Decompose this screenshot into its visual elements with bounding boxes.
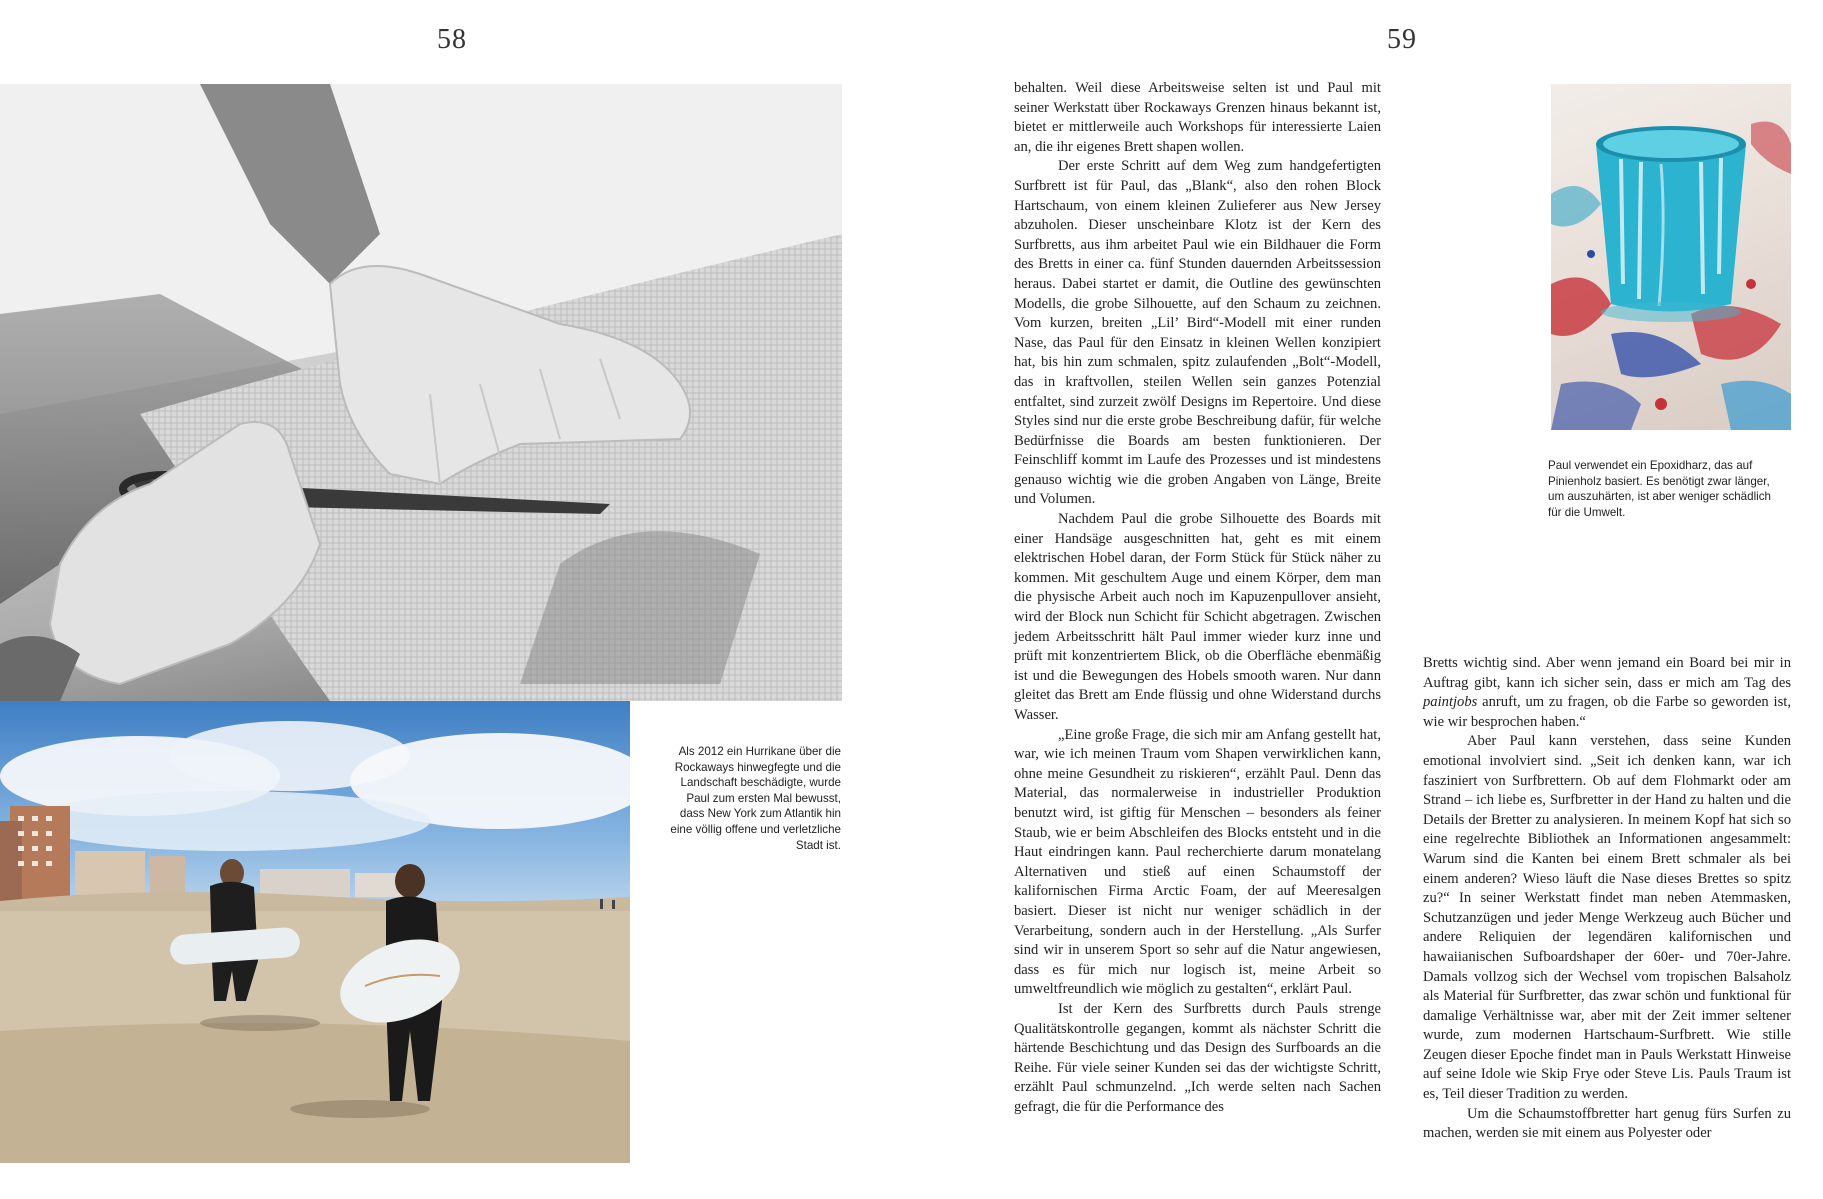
article-column-1: [1014, 79, 1381, 1117]
page-number-right: 59: [1387, 24, 1417, 55]
text-run: anruft, um zu fragen, ob die Farbe so geworden ist, wie wir besprochen haben.“: [1423, 694, 1791, 730]
article-paragraph: Ist der Kern des Surfbretts durch Pauls strenge Qualitätskontrolle gegangen, kommt als nächster Schritt die härtende Beschichtung und das Design des Surfboards an die Reihe. Für viele seiner Kunden sei das der wichtigste Schritt, erzählt Paul schmunzelnd. „Ich werde selten nach Sachen gefragt, die für die Performance des: [1014, 1000, 1381, 1115]
text-run: Bretts wichtig sind. Aber wenn jemand ein Board bei mir in Auftrag gibt, kann ich sicher sein, dass er mich am Tag des: [1423, 655, 1791, 691]
article-paragraph: „Eine große Frage, die sich mir am Anfang gestellt hat, war, wie ich meinen Traum vom Shapen verwirklichen kann, ohne meine Gesundheit zu riskieren“, erzählt Paul. Denn das Material, das normalerweise in industrieller Produktion benutzt wird, ist giftig für Menschen – besonders als feiner Staub, wie er beim Abschleifen des Blocks entsteht und in die Haut eindringen kann. Paul recherchierte darum monatelang Alternativen und stieß auf einen Schaumstoff der kalifornischen Firma Arctic Foam, der auf Meeresalgen basiert. Dieser ist nicht nur weniger schädlich in der Verarbeitung, sondern auch in der Herstellung. „Als Surfer sind wir in unserem Sport so sehr auf die Natur angewiesen, dass es für mich nur logisch ist, meine Arbeit so umweltfreundlich wie möglich zu gestalten“, erklärt Paul.: [1014, 726, 1381, 998]
photo-surfers-on-beach: [0, 701, 630, 1163]
article-column-2: [1423, 654, 1791, 1144]
caption-beach-photo: Als 2012 ein Hurrikane über die Rockaways hinwegfegte und die Landschaft beschädigte, wurde Paul zum ersten Mal bewusst, dass New York zum Atlantik hin eine völlig offene und verletzliche Stadt ist.: [670, 745, 841, 852]
photo-epoxy-paint-bucket: [1551, 84, 1791, 430]
article-paragraph: Um die Schaumstoffbretter hart genug fürs Surfen zu machen, werden sie mit einem aus Polyester oder: [1423, 1105, 1791, 1142]
article-paragraph: behalten. Weil diese Arbeitsweise selten ist und Paul mit seiner Werkstatt über Rockaways Grenzen hinaus bekannt ist, bietet er mittlerweile auch Workshops für interessierte Laien an, die ihr eigenes Brett shapen wollen.: [1014, 80, 1381, 155]
page-number-left: 58: [437, 24, 467, 55]
article-paragraph-continued: [1423, 654, 1791, 732]
article-paragraph: Nachdem Paul die grobe Silhouette des Boards mit einer Handsäge ausgeschnitten hat, geht es mit einem elektrischen Hobel daran, der Form Stück für Stück näher zu kommen. Mit geschultem Auge und einem Körper, dem man die physische Arbeit auch noch im Kapuzenpullover ansieht, wird der Block nun Schicht für Schicht abgetragen. Zwischen jedem Arbeitsschritt hält Paul immer wieder kurz inne und prüft mit konzentriertem Blick, ob die Oberfläche ebenmäßig ist und die Bewegungen des Hobels smooth waren. Nur dann gleitet das Brett am Ende flüssig und ohne Widerstand durchs Wasser.: [1014, 511, 1381, 723]
photo-gloved-hands-cutting-fiberglass: [0, 84, 842, 701]
italic-term-paintjobs: paintjobs: [1423, 694, 1478, 711]
article-paragraph: Aber Paul kann verstehen, dass seine Kunden emotional involviert sind. „Seit ich denken kann, war ich fasziniert von Surfbrettern. Ob auf dem Flohmarkt oder am Strand – ich liebe es, Surfbretter in der Hand zu halten und die Details der Bretter zu analysieren. In meinem Kopf hat sich so eine regelrechte Bibliothek an Informationen angesammelt: Warum sind die Kanten bei einem Brett schmaler als bei einem anderen? Wieso läuft die Nase dieses Brettes so spitz zu?“ In seiner Werkstatt findet man neben Atemmasken, Schutzanzügen und jeder Menge Werkzeug auch Bücher und andere Reliquien der legendären kalifornischen und hawaiianischen Sufboardshaper der 60er- und 70er-Jahre. Damals vollzog sich der Wechsel vom tropischen Balsaholz als Material für Surfbretter, das zwar schön und funktional für damalige Verhältnisse war, aber mit der Zeit immer seltener wurde, zum modernen Hartschaum-Surfbrett. Wie stille Zeugen dieser Epoche findet man in Pauls Werkstatt Hinweise auf seine Idole wie Skip Frye oder Steve Lis. Pauls Traum ist es, Teil dieser Tradition zu werden.: [1423, 733, 1791, 1103]
article-paragraph: Der erste Schritt auf dem Weg zum handgefertigten Surfbrett ist für Paul, das „Blank“, also den rohen Block Hartschaum, von einem kleinen Zulieferer aus New Jersey abzuholen. Dieser unscheinbare Klotz ist der Kern des Surfbretts, aus ihm arbeitet Paul wie ein Bildhauer die Form des Bretts in einer ca. fünf Stunden dauernden Arbeitssession heraus. Dabei startet er damit, die Outline des gewünschten Modells, die grobe Silhouette, auf den Schaum zu zeichnen. Vom kurzen, breiten „Lil’ Bird“-Modell mit einer runden Nase, das Paul für den Einsatz in kleinen Wellen konzipiert hat, bis hin zum schmalen, spitz zulaufenden „Bolt“-Modell, das in kraftvollen, steilen Wellen sein ganzes Potenzial entfaltet, sind zurzeit zwölf Designs im Repertoire. Und diese Styles sind nur die erste grobe Beschreibung dafür, für welche Bedürfnisse die Boards am besten funktionieren. Der Feinschliff kommt im Laufe des Prozesses und ist mindestens genauso wichtig wie die groben Angaben von Länge, Breite und Volumen.: [1014, 158, 1381, 508]
caption-bucket-photo: Paul verwendet ein Epoxidharz, das auf Pinienholz basiert. Es benötigt zwar länger, um auszuhärten, ist aber weniger schädlich für die Umwelt.: [1548, 459, 1771, 519]
